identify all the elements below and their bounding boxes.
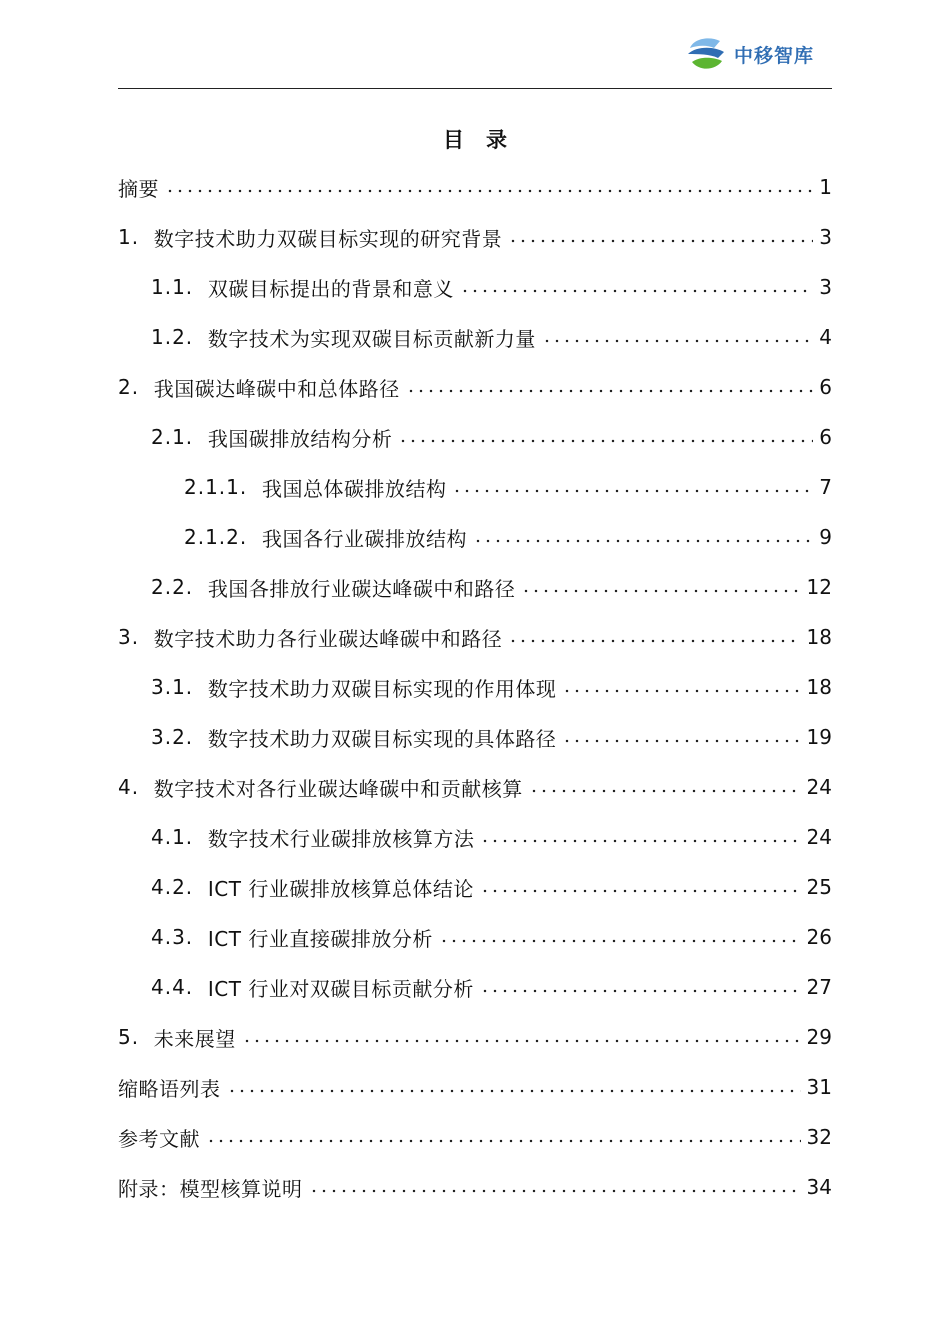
toc-entry-page: 34: [806, 1175, 832, 1199]
dot-leader: [529, 781, 801, 801]
toc-entry-label: 附录：模型核算说明: [118, 1176, 303, 1201]
toc-entry-page: 27: [806, 975, 832, 999]
dot-leader: [562, 731, 800, 751]
toc-entry-label: 双碳目标提出的背景和意义: [207, 276, 454, 301]
toc-entry-number: 2.2.: [151, 575, 208, 599]
toc-entry[interactable]: [118, 220, 832, 254]
toc-entry-label: ICT 行业对双碳目标贡献分析: [207, 976, 474, 1001]
dot-leader: [480, 831, 800, 851]
toc-entry-number: 1.1.: [151, 275, 208, 299]
dot-leader: [480, 981, 801, 1001]
toc-entry-page: 12: [806, 575, 832, 599]
toc-entry-page: 6: [819, 375, 832, 399]
toc-entry[interactable]: [151, 270, 832, 304]
toc-entry[interactable]: [151, 420, 832, 454]
toc-entry-number: 4.2.: [151, 875, 208, 899]
toc-entry-label: 缩略语列表: [118, 1076, 221, 1101]
dot-leader: [508, 231, 813, 251]
toc-entry[interactable]: [151, 970, 832, 1004]
toc-entry-page: 25: [806, 875, 832, 899]
toc-entry[interactable]: [184, 520, 832, 554]
toc-entry-page: 9: [819, 525, 832, 549]
toc-entry[interactable]: [118, 370, 832, 404]
toc-entry-number: 4.3.: [151, 925, 208, 949]
toc-entry-page: 24: [806, 825, 832, 849]
toc-entry-page: 24: [806, 775, 832, 799]
header-divider: [118, 88, 832, 89]
dot-leader: [473, 531, 813, 551]
dot-leader: [542, 331, 813, 351]
toc-entry-label: 未来展望: [153, 1026, 236, 1051]
toc-entry-label: 数字技术助力双碳目标实现的作用体现: [207, 676, 557, 701]
dot-leader: [398, 431, 813, 451]
toc-entry-number: 3.2.: [151, 725, 208, 749]
toc-entry-number: 2.1.: [151, 425, 208, 449]
dot-leader: [439, 931, 801, 951]
toc-entry-page: 3: [819, 275, 832, 299]
toc-entry-page: 19: [806, 725, 832, 749]
toc-entry-number: 2.1.1.: [184, 475, 262, 499]
toc-entry-number: 1.: [118, 225, 154, 249]
toc-entry-page: 4: [819, 325, 832, 349]
toc-entry-number: 2.: [118, 375, 154, 399]
dot-leader: [508, 631, 800, 651]
toc-entry-number: 4.4.: [151, 975, 208, 999]
toc-entry[interactable]: [151, 570, 832, 604]
toc-entry-label: 我国各排放行业碳达峰碳中和路径: [207, 576, 516, 601]
toc-entry-number: 1.2.: [151, 325, 208, 349]
toc-entry[interactable]: [118, 170, 832, 204]
header-logo: [684, 32, 814, 76]
toc-entry-page: 31: [806, 1075, 832, 1099]
toc-entry-page: 32: [806, 1125, 832, 1149]
toc-entry[interactable]: [118, 770, 832, 804]
toc-entry-page: 29: [806, 1025, 832, 1049]
dot-leader: [452, 481, 813, 501]
dot-leader: [460, 281, 813, 301]
dot-leader: [227, 1081, 801, 1101]
toc-entry[interactable]: [118, 1170, 832, 1204]
dot-leader: [206, 1131, 801, 1151]
dot-leader: [165, 181, 813, 201]
toc-entry[interactable]: [151, 820, 832, 854]
toc-entry-number: 4.1.: [151, 825, 208, 849]
toc-entry-page: 6: [819, 425, 832, 449]
toc-entry[interactable]: [118, 1120, 832, 1154]
toc-entry-page: 7: [819, 475, 832, 499]
dot-leader: [521, 581, 800, 601]
toc-entry-number: 2.1.2.: [184, 525, 262, 549]
toc-entry-label: 数字技术行业碳排放核算方法: [207, 826, 475, 851]
toc-entry[interactable]: [151, 670, 832, 704]
toc-entry-label: 数字技术助力双碳目标实现的研究背景: [153, 226, 503, 251]
logo-text: 中移智库: [734, 44, 815, 67]
dot-leader: [562, 681, 800, 701]
toc-entry-page: 18: [806, 625, 832, 649]
toc-entry-page: 3: [819, 225, 832, 249]
dot-leader: [309, 1181, 801, 1201]
toc-entry-label: 数字技术对各行业碳达峰碳中和贡献核算: [153, 776, 523, 801]
toc-entry-number: 3.1.: [151, 675, 208, 699]
toc-entry[interactable]: [151, 870, 832, 904]
toc-entry[interactable]: [151, 720, 832, 754]
toc-entry-label: 参考文献: [118, 1126, 200, 1151]
toc-entry[interactable]: [118, 1020, 832, 1054]
dot-leader: [242, 1031, 801, 1051]
toc-entry-label: 数字技术为实现双碳目标贡献新力量: [207, 326, 536, 351]
dot-leader: [406, 381, 813, 401]
toc-entry-number: 4.: [118, 775, 154, 799]
toc-entry-label: 摘要: [118, 176, 159, 201]
logo-icon: [684, 32, 728, 76]
toc-entry-label: 数字技术助力双碳目标实现的具体路径: [207, 726, 557, 751]
toc-entry-label: 我国碳达峰碳中和总体路径: [153, 376, 400, 401]
toc-entry-label: 我国各行业碳排放结构: [261, 526, 467, 551]
toc-entry-page: 1: [819, 175, 832, 199]
toc-entry[interactable]: [151, 320, 832, 354]
toc-entry[interactable]: [151, 920, 832, 954]
toc-entry-label: 我国碳排放结构分析: [207, 426, 393, 451]
toc-entry[interactable]: [118, 1070, 832, 1104]
dot-leader: [480, 881, 801, 901]
toc-entry-label: 数字技术助力各行业碳达峰碳中和路径: [153, 626, 503, 651]
toc-entry-label: ICT 行业直接碳排放分析: [207, 926, 433, 951]
toc-entry-number: 5.: [118, 1025, 154, 1049]
toc-entry[interactable]: [184, 470, 832, 504]
toc-entry-page: 26: [806, 925, 832, 949]
toc-entry-page: 18: [806, 675, 832, 699]
toc-title: 目录: [443, 128, 529, 152]
toc-entry-label: 我国总体碳排放结构: [261, 476, 447, 501]
toc-entry[interactable]: [118, 620, 832, 654]
toc-entry-label: ICT 行业碳排放核算总体结论: [207, 876, 474, 901]
toc-entry-number: 3.: [118, 625, 154, 649]
